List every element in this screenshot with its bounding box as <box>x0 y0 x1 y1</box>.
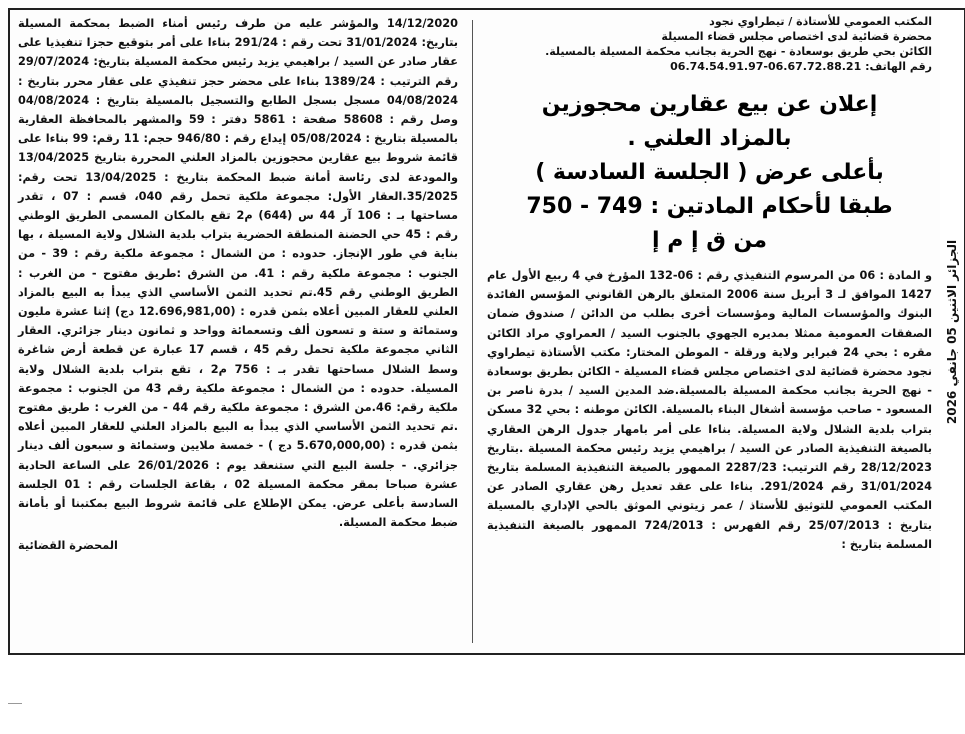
right-column <box>487 14 932 649</box>
notice-headline <box>487 88 932 258</box>
newspaper-date-strip <box>940 8 965 655</box>
headline-line-1: إعلان عن بيع عقارين محجوزين <box>541 92 878 117</box>
signature: المحضرة القضائية <box>18 539 118 553</box>
headline-line-5: من ق إ م إ <box>652 228 767 253</box>
headline-line-3: بأعلى عرض ( الجلسة السادسة ) <box>535 160 884 185</box>
headline-line-4: طبقا لأحكام المادتين : 749 - 750 <box>526 194 893 219</box>
office-header <box>487 14 932 74</box>
headline-line-2: بالمزاد العلني . <box>627 126 792 151</box>
margin-mark <box>8 703 22 704</box>
office-name: المكتب العمومي للأستاذة / تيطراوي نجود <box>709 15 932 28</box>
office-address: الكائن بحي طريق بوسعادة - نهج الحرية بجانب محكمة المسيلة بالمسيلة. <box>545 45 932 58</box>
legal-notice <box>8 8 942 655</box>
office-phone: رقم الهاتف: 06.67.72.88.21-06.74.54.91.97 <box>670 60 932 73</box>
office-title: محضرة قضائية لدى اختصاص مجلس قضاء المسيلة <box>661 30 932 43</box>
column-divider <box>472 20 473 643</box>
left-column <box>18 14 458 649</box>
strip-label: الجزائر الاثنين 05 جانفي 2026 <box>945 239 959 424</box>
right-body-text: و المادة : 06 من المرسوم التنفيذي رقم : 06-132 المؤرخ في 4 ربيع الأول عام 1427 الموافق لـ 3 أبريل سنة 2006 المتعلق بالرهن القانوني المؤسس الفائدة البنوك والمؤسسات المالية ومؤسسات أخرى بطلب من الدائن / صندوق ضمان الصفقات العمومية ممثلا بمديره الجهوي بالجنوب السيد / العمراوي مراد الكائن مقره : بحي 24 فبراير ولاية ورقلة - الموطن المختار: مكتب الأستاذة تيطراوي نجود محضرة قضائية لدى اختصاص مجلس قضاء المسيلة - الكائن بطريق بوسعادة - نهج الحرية بجانب محكمة المسيلة بالمسيلة.ضد المدين السيد / بدرة ناصر بن المسعود - صاحب مؤسسة أشغال البناء بالمسيلة. الكائن موطنه : بحي 32 مسكن بتراب بلدية الشلال ولاية المسيلة. بناءا على أمر بامهار جدول الرهن العقاري بالصيغة التنفيذية الصادر عن السيد / براهيمي يزيد رئيس محكمة المسيلة .بتاريخ 28/12/2023 رقم الترتيب: 2287/23 الممهور بالصيغة التنفيذية المسلمة بتاريخ 31/01/2024 رقم 291/2024. بناءا على عقد تعديل رهن عقاري الصادر عن المكتب العمومي للتوثيق للأستاذ / عمر زيتوني الموثق بالحي الإداري بالمسيلة بتاريخ : 25/07/2013 رقم الفهرس : 724/2013 الممهور بالصيغة التنفيذية المسلمة بتاريخ : <box>487 269 933 551</box>
left-body-text: 14/12/2020 والمؤشر عليه من طرف رئيس أمناء الضبط بمحكمة المسيلة بتاريخ: 31/01/2024 تحت رقم : 291/24 بناءا على أمر بتوقيع حجزا تنفيذيا على عقار صادر عن السيد / براهيمي يزيد رئيس محكمة المسيلة بتاريخ: 29/07/2024 رقم الترتيب : 1389/24 بناءا على محضر حجز تنفيذي على عقار محرر بتاريخ : 04/08/2024 مسجل بسجل الطابع والتسجيل بالمسيلة بتاريخ : 04/08/2024 وصل رقم : 58608 صفحة : 5861 دفتر : 59 والمشهر بالمحافظة العقارية بالمسيلة بتاريخ : 05/08/2024 إيداع رقم : 946/80 حجم: 11 رقم: 99 بناءا على قائمة شروط بيع عقارين محجوزين بالمزاد العلني المحررة بتاريخ 13/04/2025 والمودعة لدى رئاسة أمانة ضبط المحكمة بتاريخ : 13/04/2025 تحت رقم: 35/2025.العقار الأول: مجموعة ملكية تحمل رقم 040، قسم : 07 ، تقدر مساحتها بـ : 106 آر 44 س (644) م2 تقع بالمكان المسمى الطريق الوطني رقم : 45 حي الحضنة المنطقة الحضرية بتراب بلدية الشلال ولاية المسيلة ، بها بناية في طور الإنجاز. حدوده : من الشمال : مجموعة ملكية رقم : 39 - من الجنوب : مجموعة ملكية رقم : 41. من الشرق :طريق مفتوح - من الغرب : الطريق الوطني رقم 45.تم تحديد الثمن الأساسي الذي يبدأ به البيع بالمزاد العلني للعقار المبين أعلاه بثمن قدره : (12.696,981,00 دج) إثنا عشرة مليون وستمائة و ستة و تسعون ألف وتسعمائة وواحد و ثمانون دينار جزائري. العقار الثاني مجموعة ملكية تحمل رقم 45 ، قسم 17 عبارة عن قطعة أرض شاغرة وسط الشلال مساحتها تقدر بـ : 756 م2 ، تقع بتراب بلدية الشلال ولاية المسيلة. حدوده : من الشمال : مجموعة ملكية رقم 43 من الجنوب : مجموعة ملكية رقم: 46.من الشرق : مجموعة ملكية رقم 44 - من الغرب : طريق مفتوح .تم تحديد الثمن الأساسي الذي يبدأ به البيع بالمزاد العلني للعقار المبين أعلاه بثمن قدره : (5.670,000,00 دج ) - خمسة ملايين وستمائة و سبعون ألف دينار جزائري. - جلسة البيع التي ستنعقد يوم : 26/01/2026 على الساعة الحادية عشرة صباحا بمقر محكمة المسيلة 02 ، بقاعة الجلسات رقم : 01 الجلسة السادسة بأعلى عرض. يمكن الإطلاع على قائمة شروط البيع بمكتبنا أو بأمانة ضبط محكمة المسيلة. <box>18 17 459 530</box>
